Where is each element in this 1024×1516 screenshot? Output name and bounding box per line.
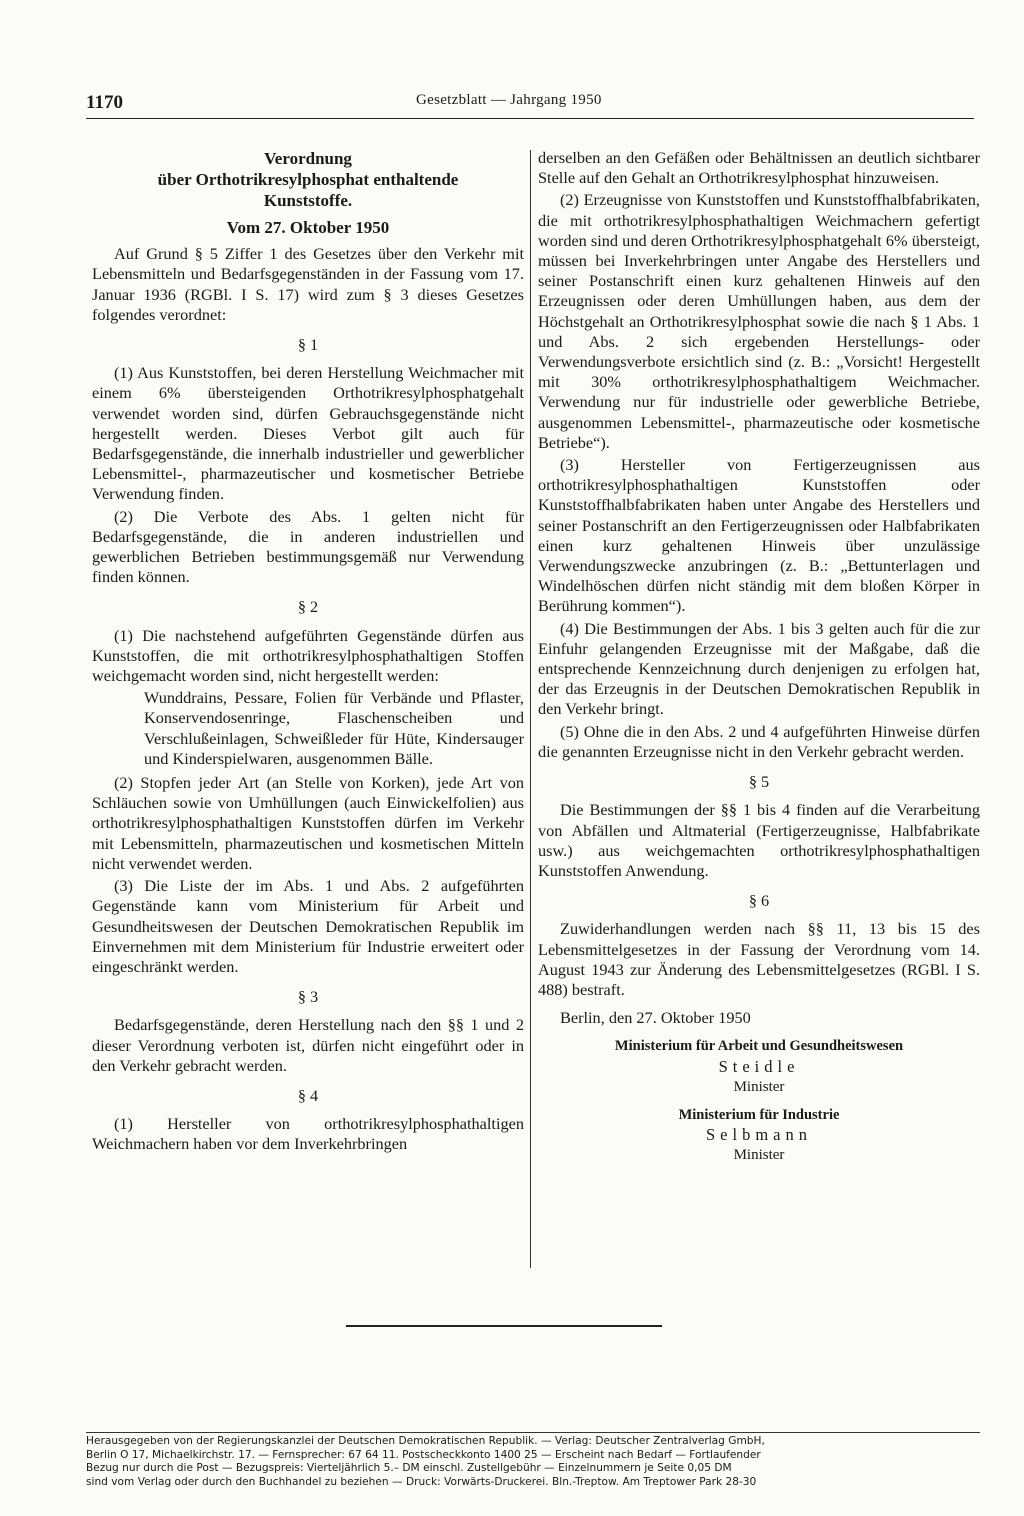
section-2-heading: § 2 <box>297 597 319 617</box>
section-2-paragraph-2: (2) Stopfen jeder Art (an Stelle von Korken), jede Art von Schläuchen sowie von Umhüllungen (auch Einwickelfolien) aus orthotrikresylphosphathaltigen Kunststoffen dürfen im Verkehr mit Lebensmitteln, pharmazeutischen und kosmetischen Mitteln nicht verwendet werden. <box>92 773 524 873</box>
section-4-paragraph-4: (4) Die Bestimmungen der Abs. 1 bis 3 gelten auch für die zur Einfuhr gelangenden Erzeugnisse mit der Maßgabe, daß die entsprechende Kennzeichnung durch denjenigen zu erfolgen hat, der das Erzeugnis in der Deutschen Demokratischen Republik in den Verkehr bringt. <box>538 618 980 719</box>
preamble: Auf Grund § 5 Ziffer 1 des Gesetzes über den Verkehr mit Lebensmitteln und Bedarfsgegenständen in der Fassung vom 17. Januar 1936 (RGBl. I S. 17) wird zum § 3 dieses Gesetzes folgendes verordnet: <box>92 244 524 324</box>
section-6-paragraph-1: Zuwiderhandlungen werden nach §§ 11, 13 bis 15 des Lebensmittelgesetzes in der Fassung der Verordnung vom 14. August 1943 zur Änderung des Lebensmittelgesetzes (RGBl. I S. 488) bestraft. <box>538 919 980 999</box>
section-5-heading: § 5 <box>748 772 770 792</box>
title-line-3: Kunststoffe. <box>263 191 353 210</box>
section-2-item-list: Wunddrains, Pessare, Folien für Verbände und Pflaster, Konservendosenringe, Flaschenscheiben und Verschlußeinlagen, Schweißleder für Hüte, Kindersauger und Kinderspielwaren, ausgenommen Bälle. <box>144 688 524 768</box>
section-4-paragraph-1-continued: derselben an den Gefäßen oder Behältnissen an deutlich sichtbarer Stelle auf den Gehalt an Orthotrikresylphosphat hinzuweisen. <box>538 148 980 188</box>
imprint-line-2: Berlin O 17, Michaelkirchstr. 17. — Fernsprecher: 67 64 11. Postscheckkonto 1400 25 — Erscheint nach Bedarf — Fortlaufender <box>86 1448 761 1461</box>
running-head: Gesetzblatt — Jahrgang 1950 <box>416 92 602 108</box>
ordinance-title <box>92 148 524 211</box>
end-rule <box>346 1325 662 1327</box>
signatory-ministry-2: Ministerium für Industrie <box>678 1106 840 1123</box>
section-4-heading: § 4 <box>297 1085 319 1105</box>
title-line-1: Verordnung <box>264 149 352 168</box>
page-number: 1170 <box>86 92 123 113</box>
section-6-heading: § 6 <box>748 891 770 911</box>
title-line-2: über Orthotrikresylphosphat enthaltende <box>157 170 459 189</box>
left-column <box>92 148 524 1157</box>
header-rule <box>86 118 974 119</box>
signatory-role-2: Minister <box>733 1147 785 1164</box>
signatory-ministry-1: Ministerium für Arbeit und Gesundheitswesen <box>614 1038 904 1055</box>
section-4-paragraph-2: (2) Erzeugnisse von Kunststoffen und Kunststoffhalbfabrikaten, die mit orthotrikresylphosphathaltigen Weichmachern gefertigt worden sind und deren Orthotrikresylphosphatgehalt 6% übersteigt, müssen bei Inverkehrbringen unter Angabe des Herstellers und seiner Postanschrift einen kurz gehaltenen Hinweis auf den Erzeugnissen oder deren Umhüllungen haben, aus dem der Höchstgehalt an Orthotrikresylphosphat sowie die nach § 1 Abs. 1 und Abs. 2 sich ergebenden Herstellungs- oder Verwendungsverbote ersichtlich sind (z. B.: „Vorsicht! Hergestellt mit 30% orthotrikresylphosphathaltigem Weichmacher. Verwendung nur für industrielle oder gewerbliche Betriebe, ausgenommen Lebensmittel-, pharmazeutische oder kosmetische Betriebe“). <box>538 190 980 452</box>
imprint-line-4: sind vom Verlag oder durch den Buchhandel zu beziehen — Druck: Vorwärts-Druckerei. Bln.-Treptow. Am Treptower Park 28-30 <box>86 1475 757 1488</box>
section-3-paragraph-1: Bedarfsgegenstände, deren Herstellung nach den §§ 1 und 2 dieser Verordnung verboten ist, dürfen nicht eingeführt oder in den Verkehr gebracht werden. <box>92 1015 524 1075</box>
section-2-paragraph-3: (3) Die Liste der im Abs. 1 und Abs. 2 aufgeführten Gegenstände kann vom Ministerium für Arbeit und Gesundheitswesen der Deutschen Demokratischen Republik im Einvernehmen mit dem Ministerium für Industrie erweitert oder eingeschränkt werden. <box>92 876 524 976</box>
section-1-paragraph-2: (2) Die Verbote des Abs. 1 gelten nicht für Bedarfsgegenstände, die in anderen industriellen und gewerblichen Betrieben bestimmungsgemäß nur Verwendung finden können. <box>92 506 524 587</box>
signatory-name-1: Steidle <box>718 1056 800 1076</box>
right-column <box>538 148 980 1174</box>
page-header <box>86 92 974 124</box>
signatory-name-2: Selbmann <box>706 1125 812 1145</box>
section-1-paragraph-1: (1) Aus Kunststoffen, bei deren Herstellung Weichmacher mit einem 6% übersteigenden Orthotrikresylphosphatgehalt verwendet worden sind, dürfen Gebrauchsgegenstände nicht hergestellt werden. Dieses Verbot gilt auch für Bedarfsgegenstände, die innerhalb industrieller und gewerblicher Lebensmittel-, pharmazeutischer und kosmetischer Betriebe Verwendung finden. <box>92 363 524 504</box>
column-divider <box>530 150 531 1268</box>
section-4-paragraph-5: (5) Ohne die in den Abs. 2 und 4 aufgeführten Hinweise dürfen die genannten Erzeugnisse nicht in den Verkehr gebracht werden. <box>538 721 980 761</box>
imprint-line-3: Bezug nur durch die Post — Bezugspreis: Vierteljährlich 5.– DM einschl. Zustellgebühr — Einzelnummern je Seite 0,05 DM <box>86 1462 732 1475</box>
imprint-line-1: Herausgegeben von der Regierungskanzlei der Deutschen Demokratischen Republik. — Verlag: Deutscher Zentralverlag GmbH, <box>86 1435 765 1447</box>
section-3-heading: § 3 <box>297 987 319 1007</box>
imprint-footer <box>86 1432 980 1489</box>
section-4-paragraph-3: (3) Hersteller von Fertigerzeugnissen aus orthotrikresylphosphathaltigen Kunststoffen oder Kunststoffhalbfabrikaten haben unter Angabe des Herstellers und seiner Postanschrift an den Fertigerzeugnissen oder Halbfabrikaten einen kurz gehaltenen Hinweis über unzulässige Verwendungszwecke anzubringen (z. B.: „Bettunterlagen und Windelhöschen dürfen nicht ständig mit dem bloßen Körper in Berührung kommen“). <box>538 455 980 616</box>
place-and-date: Berlin, den 27. Oktober 1950 <box>560 1008 751 1028</box>
ordinance-date: Vom 27. Oktober 1950 <box>226 218 390 237</box>
signatory-role-1: Minister <box>733 1078 785 1095</box>
section-2-paragraph-1: (1) Die nachstehend aufgeführten Gegenstände dürfen aus Kunststoffen, die mit orthotrikresylphosphathaltigen Stoffen weichgemacht worden sind, nicht hergestellt werden: <box>92 625 524 686</box>
section-4-paragraph-1: (1) Hersteller von orthotrikresylphosphathaltigen Weichmachern haben vor dem Inverkehrbringen <box>92 1114 524 1154</box>
section-1-heading: § 1 <box>297 335 319 355</box>
section-5-paragraph-1: Die Bestimmungen der §§ 1 bis 4 finden auf die Verarbeitung von Abfällen und Altmaterial (Fertigerzeugnisse, Halbfabrikate usw.) aus weichgemachten orthotrikresylphosphathaltigen Kunststoffen Anwendung. <box>538 800 980 880</box>
